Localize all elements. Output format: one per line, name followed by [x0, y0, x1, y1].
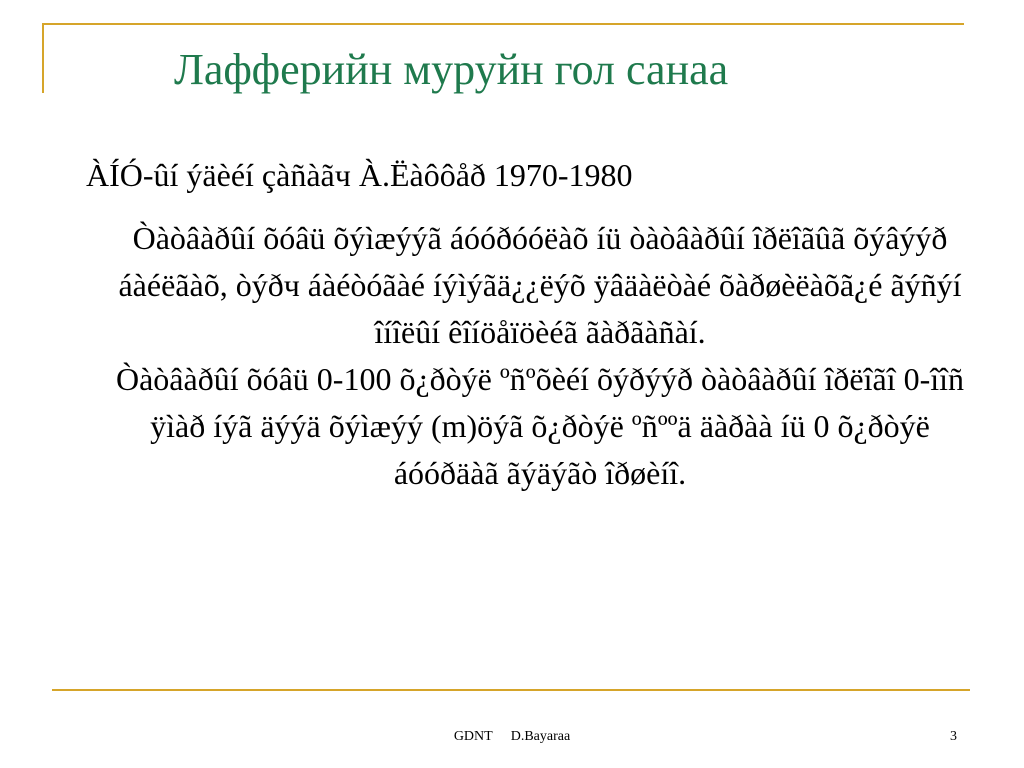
footer-org: GDNT [453, 729, 493, 744]
top-border-line [42, 23, 964, 25]
subheading: ÀÍÓ-ûí ýäèéí çàñàãч À.Ëàôôåð 1970-1980 [86, 157, 633, 193]
slide-title: Лафферийн муруйн гол санаа [174, 45, 729, 94]
paragraph-1: Òàòâàðûí õóâü õýìæýýã áóóðóóëàõ íü òàòâàðûí îðëîãûã õýâýýð áàéëãàõ, òýðч áàéòóãàé íýìýãä¿¿ëýõ ÿâäàëòàé õàðøèëàõã¿é ãýñýí îíîëûí êîíöåïöèéã ãàðãàñàí. [118, 220, 962, 350]
page-number: 3 [950, 729, 957, 744]
paragraph-2: Òàòâàðûí õóâü 0-100 õ¿ðòýë ºñºõèéí õýðýýð òàòâàðûí îðëîãî 0-îîñ ÿìàð íýã äýýä õýìæýý (m)öýã õ¿ðòýë ºñººä äàðàà íü 0 õ¿ðòýë áóóðäàã ãýäýãò îðøèíî. [115, 361, 965, 491]
left-border-line [42, 23, 44, 93]
footer [0, 728, 1024, 746]
body-text [110, 215, 970, 497]
footer-divider [52, 689, 970, 691]
footer-author: D.Bayaraa [510, 729, 571, 744]
